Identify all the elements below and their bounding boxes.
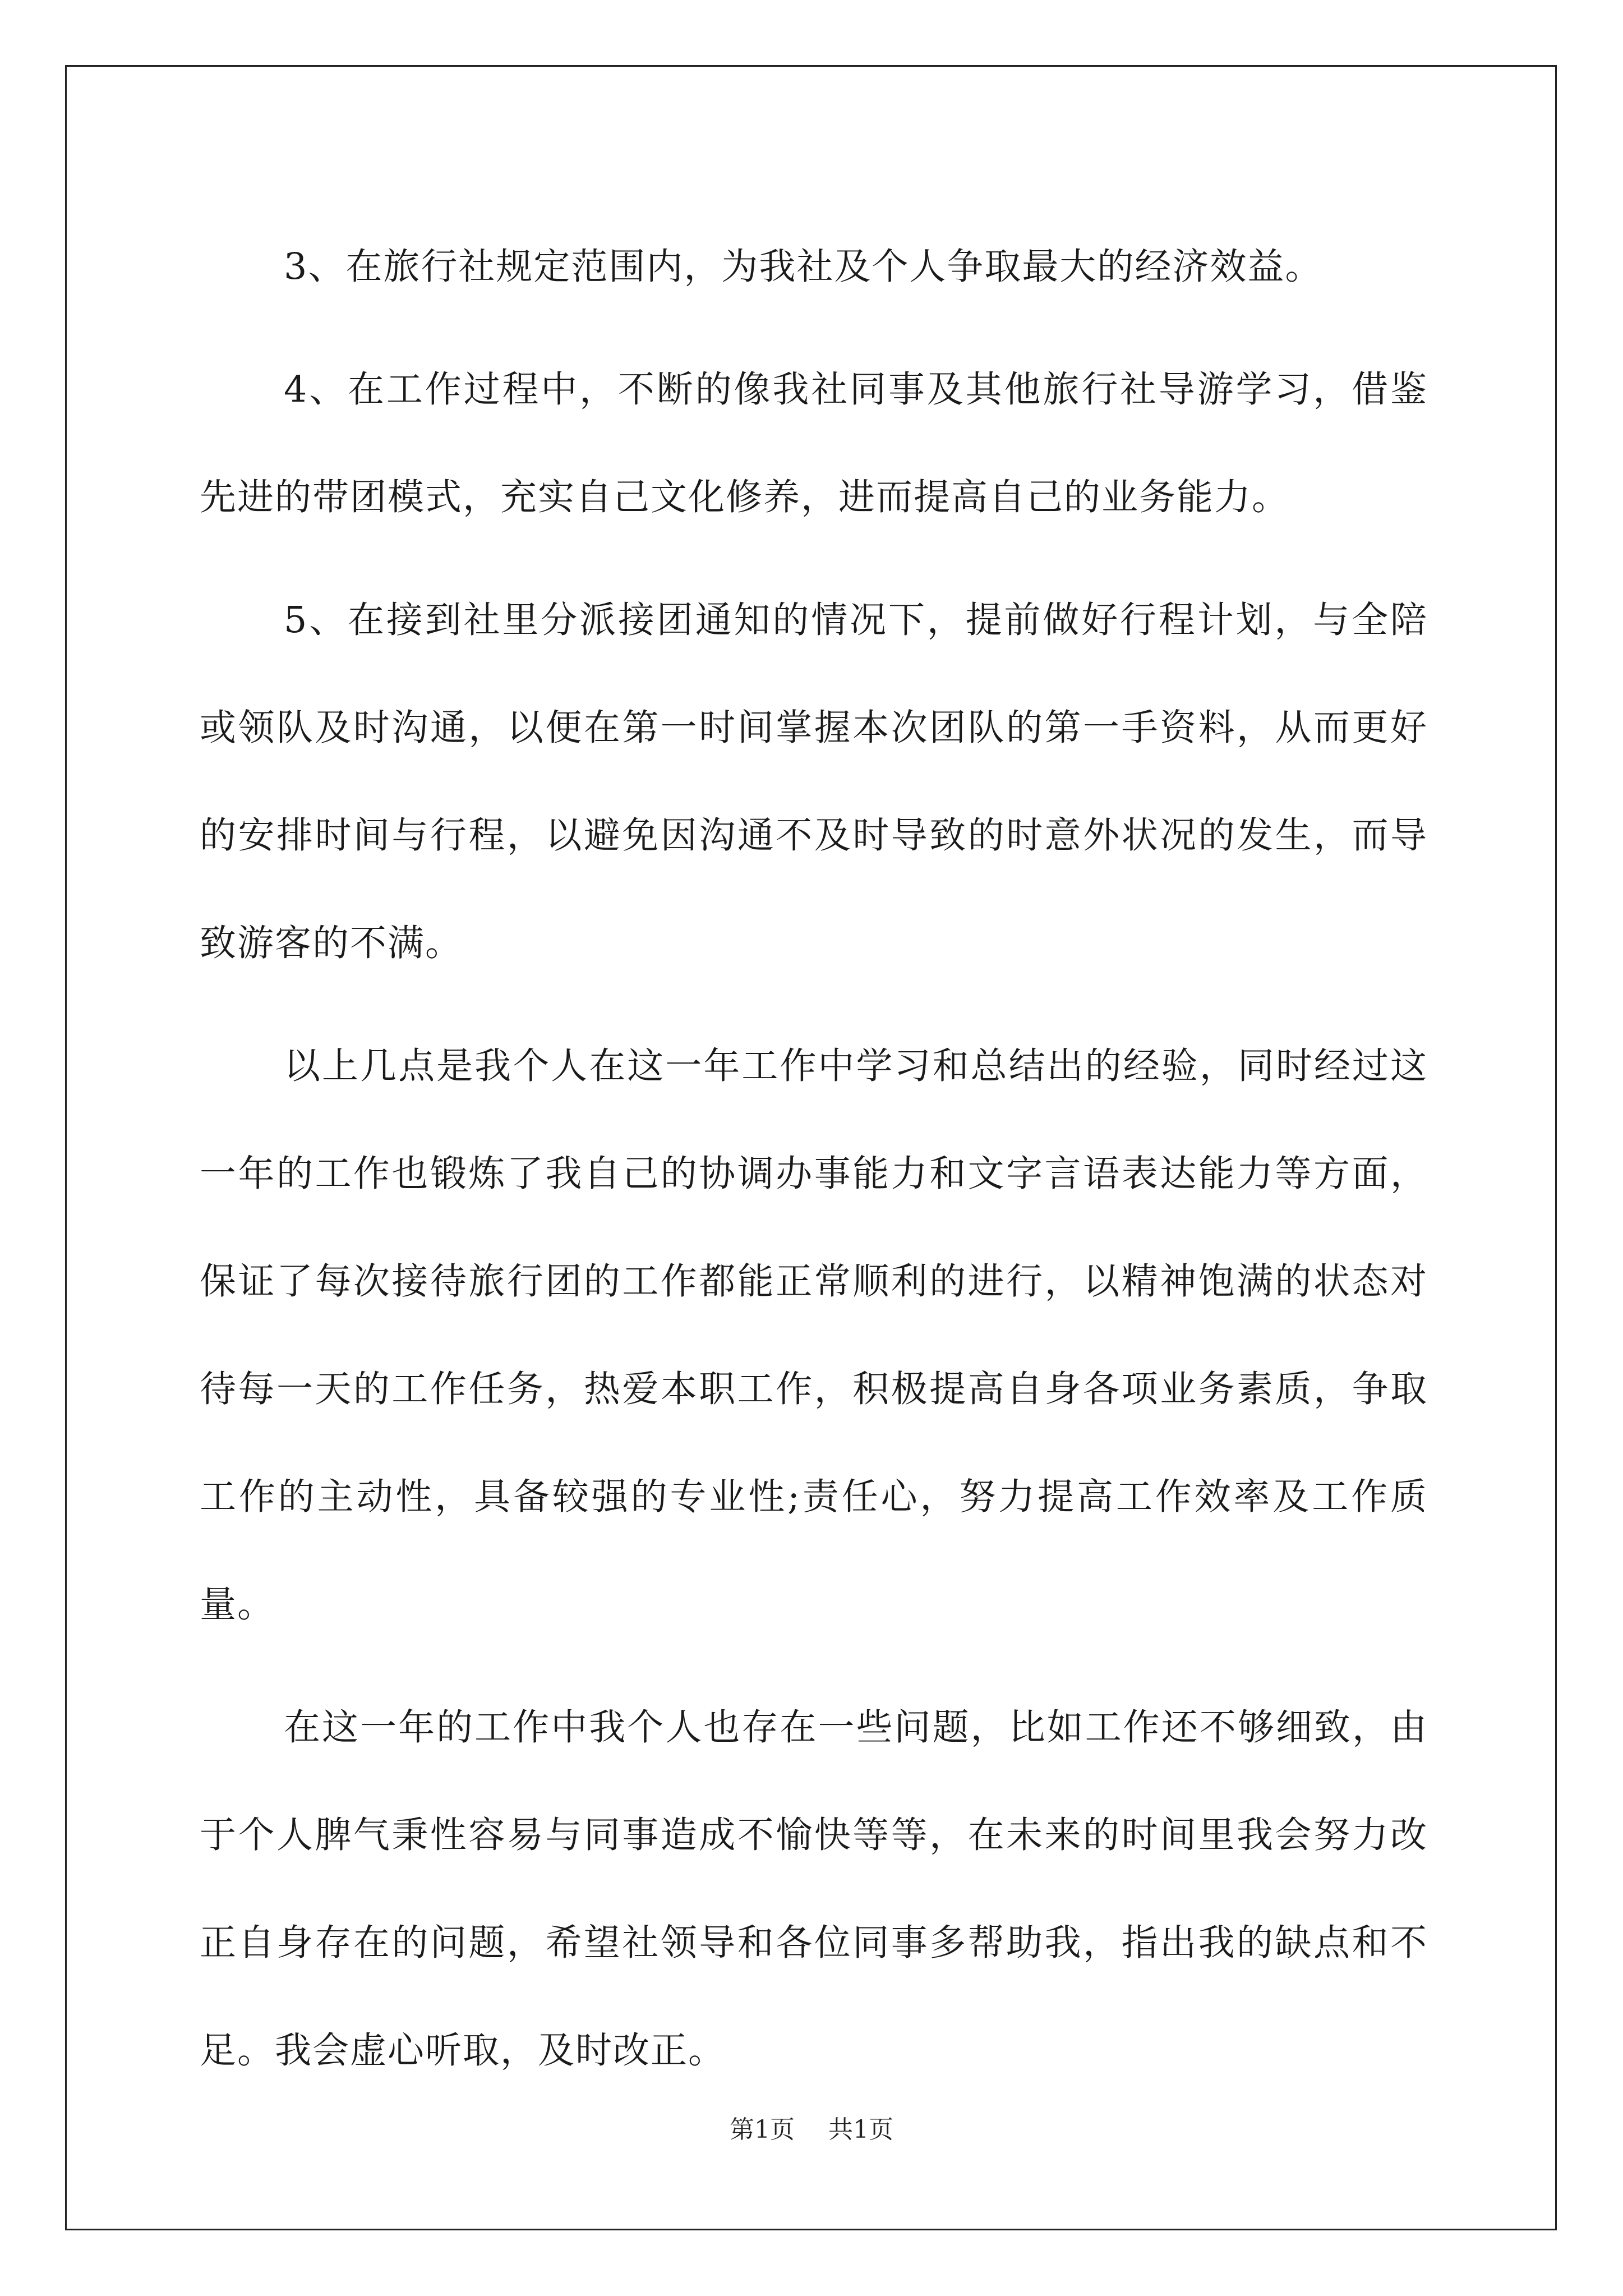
paragraph-problems: 在这一年的工作中我个人也存在一些问题，比如工作还不够细致，由于个人脾气秉性容易与同事造成不愉快等等，在未来的时间里我会努力改正自身存在的问题，希望社领导和各位同事多帮助我，指出我的缺点和不足。我会虚心听取，及时改正。 — [200, 1706, 1428, 2072]
paragraph-summary: 以上几点是我个人在这一年工作中学习和总结出的经验，同时经过这一年的工作也锻炼了我自己的协调办事能力和文字言语表达能力等方面，保证了每次接待旅行团的工作都能正常顺利的进行，以精神饱满的状态对待每一天的工作任务，热爱本职工作，积极提高自身各项业务素质，争取工作的主动性，具备较强的专业性;责任心，努力提高工作效率及工作质量。 — [200, 1045, 1428, 1626]
page-footer — [0, 2109, 1623, 2145]
paragraph-item-4: 4、在工作过程中，不断的像我社同事及其他旅行社导游学习，借鉴先进的带团模式，充实自己文化修养，进而提高自己的业务能力。 — [200, 369, 1428, 518]
document-body — [200, 213, 1428, 2120]
page-number-total: 共1页 — [828, 2115, 893, 2144]
paragraph-item-5: 5、在接到社里分派接团通知的情况下，提前做好行程计划，与全陪或领队及时沟通，以便在第一时间掌握本次团队的第一手资料，从而更好的安排时间与行程，以避免因沟通不及时导致的时意外状况的发生，而导致游客的不满。 — [200, 599, 1428, 964]
paragraph-item-3: 3、在旅行社规定范围内，为我社及个人争取最大的经济效益。 — [284, 246, 1323, 288]
page-number-current: 第1页 — [730, 2115, 795, 2144]
